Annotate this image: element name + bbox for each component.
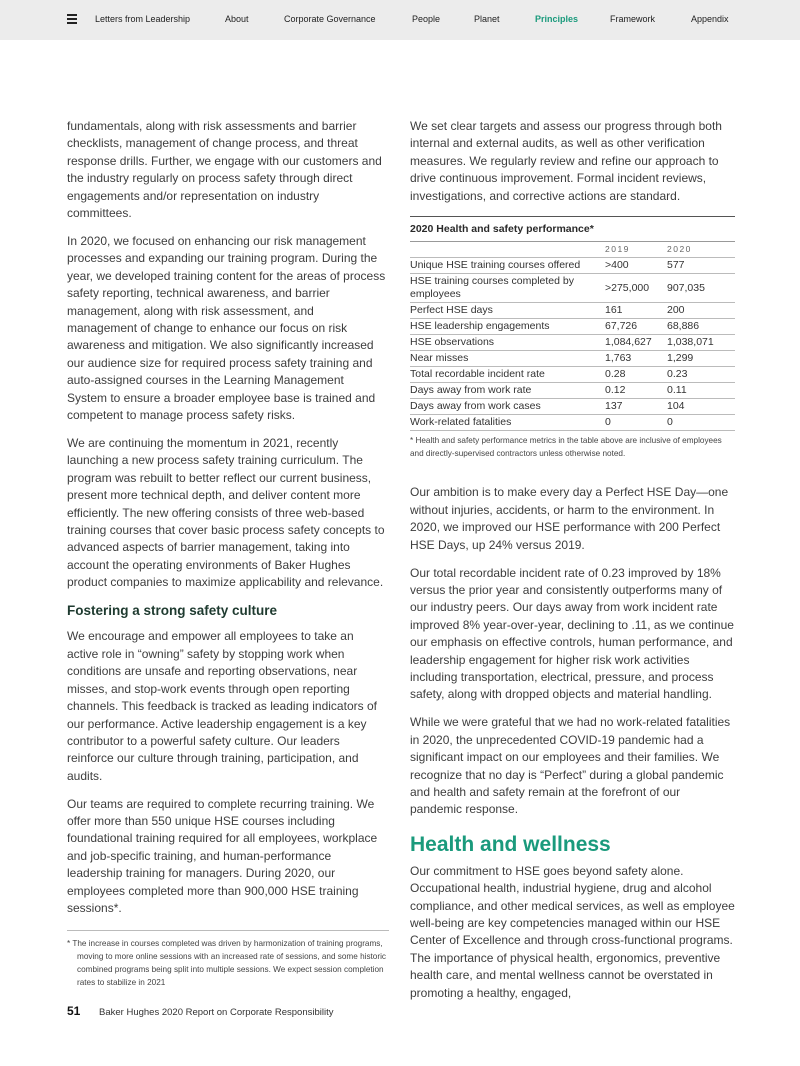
- nav-letters-from-leadership[interactable]: Letters from Leadership: [95, 14, 191, 24]
- value-2019: 0.12: [605, 383, 667, 399]
- table-header-row: [410, 242, 735, 258]
- value-2020: 1,299: [667, 351, 735, 367]
- value-2019: 161: [605, 303, 667, 319]
- value-2019: 137: [605, 399, 667, 415]
- row-label: HSE training courses completed by employees: [410, 274, 605, 303]
- table-row: [410, 319, 735, 335]
- left-paragraph-4: We encourage and empower all employees to take an active role in “owning” safety by stopping work when conditions are unsafe and reporting observations, near misses, and stop-work events through open reporting channels. This feedback is tracked as leading indicators of our performance. Active leadership engagement is a key contributor to a powerful safety culture. Our leaders reinforce our culture through training, participation, and audits.: [67, 629, 377, 783]
- table-row: [410, 383, 735, 399]
- hse-table: [410, 242, 735, 432]
- right-paragraph-2: Our ambition is to make every day a Perfect HSE Day—one without injuries, accidents, or harm to the environment. In 2020, we improved our HSE performance with 200 Perfect HSE Days, up 24% versus 2019.: [410, 485, 729, 552]
- value-2019: >400: [605, 258, 667, 274]
- value-2019: 0: [605, 415, 667, 431]
- table-row: [410, 399, 735, 415]
- value-2020: 907,035: [667, 274, 735, 303]
- value-2020: 0: [667, 415, 735, 431]
- nav-about[interactable]: About: [225, 14, 249, 24]
- left-paragraph-3: We are continuing the momentum in 2021, recently launching a new process safety training curriculum. The program was rebuilt to better reflect our current business, present more technical depth, and deliver content more efficiently. The new offering consists of three web-based training courses that cover basic process safety concepts to advanced aspects of barrier management, taking into account the operating environments of Baker Hughes product companies to maximize applicability and relevance.: [67, 435, 385, 590]
- top-nav-bar: [0, 0, 800, 40]
- training-footnote: [67, 937, 392, 989]
- header-2020: 2020: [667, 242, 735, 258]
- page-footer: [67, 1004, 333, 1018]
- page-number: 51: [67, 1004, 81, 1018]
- left-paragraph-5: Our teams are required to complete recurring training. We offer more than 550 unique HSE courses including foundational training required for all employees, workplace and job-specific training, and human-performance leadership training for managers. During 2020, our employees completed more than 900,000 HSE training sessions*.: [67, 796, 378, 916]
- right-column: [410, 118, 735, 1013]
- value-2020: 0.23: [667, 367, 735, 383]
- value-2020: 200: [667, 303, 735, 319]
- health-wellness-heading: Health and wellness: [410, 832, 611, 856]
- row-label: Days away from work cases: [410, 399, 605, 415]
- right-paragraph-1: We set clear targets and assess our progress through both internal and external audits, as well as other verification measures. We regularly review and refine our approach to drive continuous improvement. Formal incident reviews, investigations, and corrective actions are standard.: [410, 119, 722, 203]
- left-paragraph-1: fundamentals, along with risk assessments and barrier checklists, management of change process, and threat response drills. Further, we engage with our customers and the industry regularly on process safety through direct engagements and/or representation on industry committees.: [67, 119, 382, 221]
- row-label: Work-related fatalities: [410, 415, 605, 431]
- nav-people[interactable]: People: [412, 14, 441, 24]
- value-2019: 67,726: [605, 319, 667, 335]
- row-label: Unique HSE training courses offered: [410, 258, 605, 274]
- left-paragraph-2: In 2020, we focused on enhancing our risk management processes and expanding our training program. During the year, we developed training content for the areas of process safety reporting, technical awareness, and barrier management, along with risk assessment, and management of change to enhance our focus on risk awareness and mitigation. We also significantly increased our audience size for required process safety training and auto-assigned courses in the Learning Management System to ensure a broader employee base is trained and competent to manage process safety risks.: [67, 233, 386, 422]
- table-row: [410, 367, 735, 383]
- right-paragraph-5: Our commitment to HSE goes beyond safety alone. Occupational health, industrial hygiene, drug and alcohol compliance, and other medical services, as well as employee well-being are key competencies managed within our HSE Center of Excellence and through cross-functional programs. The importance of physical health, ergonomics, preventive health care, and mental wellness cannot be overstated in promoting a healthy, engaged,: [410, 863, 735, 1000]
- value-2020: 68,886: [667, 319, 735, 335]
- value-2019: 0.28: [605, 367, 667, 383]
- value-2020: 0.11: [667, 383, 735, 399]
- table-row: [410, 274, 735, 303]
- row-label: HSE leadership engagements: [410, 319, 605, 335]
- header-blank: [410, 242, 605, 258]
- value-2019: >275,000: [605, 274, 667, 303]
- footnote-divider: [67, 930, 389, 931]
- row-label: Near misses: [410, 351, 605, 367]
- report-title: Baker Hughes 2020 Report on Corporate Responsibility: [99, 1007, 334, 1018]
- row-label: Perfect HSE days: [410, 303, 605, 319]
- nav-principles[interactable]: Principles: [535, 14, 579, 24]
- left-column: [67, 118, 387, 928]
- value-2019: 1,084,627: [605, 335, 667, 351]
- table-row: [410, 303, 735, 319]
- safety-culture-heading: Fostering a strong safety culture: [67, 603, 278, 619]
- nav-planet[interactable]: Planet: [474, 14, 500, 24]
- training-footnote-text: * The increase in courses completed was driven by harmonization of training programs, moving to more online sessions with an increased rate of sessions, and some historic combined programs being split into multiple sessions. We expect session completion rates to stabilize in 2021: [67, 939, 387, 987]
- table-row: [410, 351, 735, 367]
- table-row: [410, 258, 735, 274]
- header-2019: 2019: [605, 242, 667, 258]
- nav-appendix[interactable]: Appendix: [691, 14, 729, 24]
- table-title: 2020 Health and safety performance*: [410, 217, 735, 242]
- value-2019: 1,763: [605, 351, 667, 367]
- nav-framework[interactable]: Framework: [610, 14, 656, 24]
- value-2020: 1,038,071: [667, 335, 735, 351]
- row-label: Days away from work rate: [410, 383, 605, 399]
- row-label: Total recordable incident rate: [410, 367, 605, 383]
- table-footnote: * Health and safety performance metrics in the table above are inclusive of employees and directly-supervised contractors unless otherwise noted.: [410, 436, 722, 459]
- right-paragraph-3: Our total recordable incident rate of 0.23 improved by 18% versus the prior year and consistently outperforms many of our industry peers. Our days away from work incident rate improved 8% year-over-year, declining to .11, as we continue our emphasis on effective controls, human performance, and leadership engagement for higher risk work activities including transportation, electrical, pressure, and process safety, along with dropped objects and material handling.: [410, 565, 734, 702]
- row-label: HSE observations: [410, 335, 605, 351]
- hamburger-menu-icon[interactable]: [67, 14, 77, 24]
- value-2020: 577: [667, 258, 735, 274]
- nav-corporate-governance[interactable]: Corporate Governance: [284, 14, 376, 24]
- table-row: [410, 415, 735, 431]
- right-paragraph-4: While we were grateful that we had no work-related fatalities in 2020, the unprecedented COVID-19 pandemic had a significant impact on our employees and their families. We recognize that no day is “Perfect” during a global pandemic and health and safety remain at the forefront of our pandemic response.: [410, 715, 731, 817]
- hse-performance-table: [410, 216, 735, 461]
- table-row: [410, 335, 735, 351]
- value-2020: 104: [667, 399, 735, 415]
